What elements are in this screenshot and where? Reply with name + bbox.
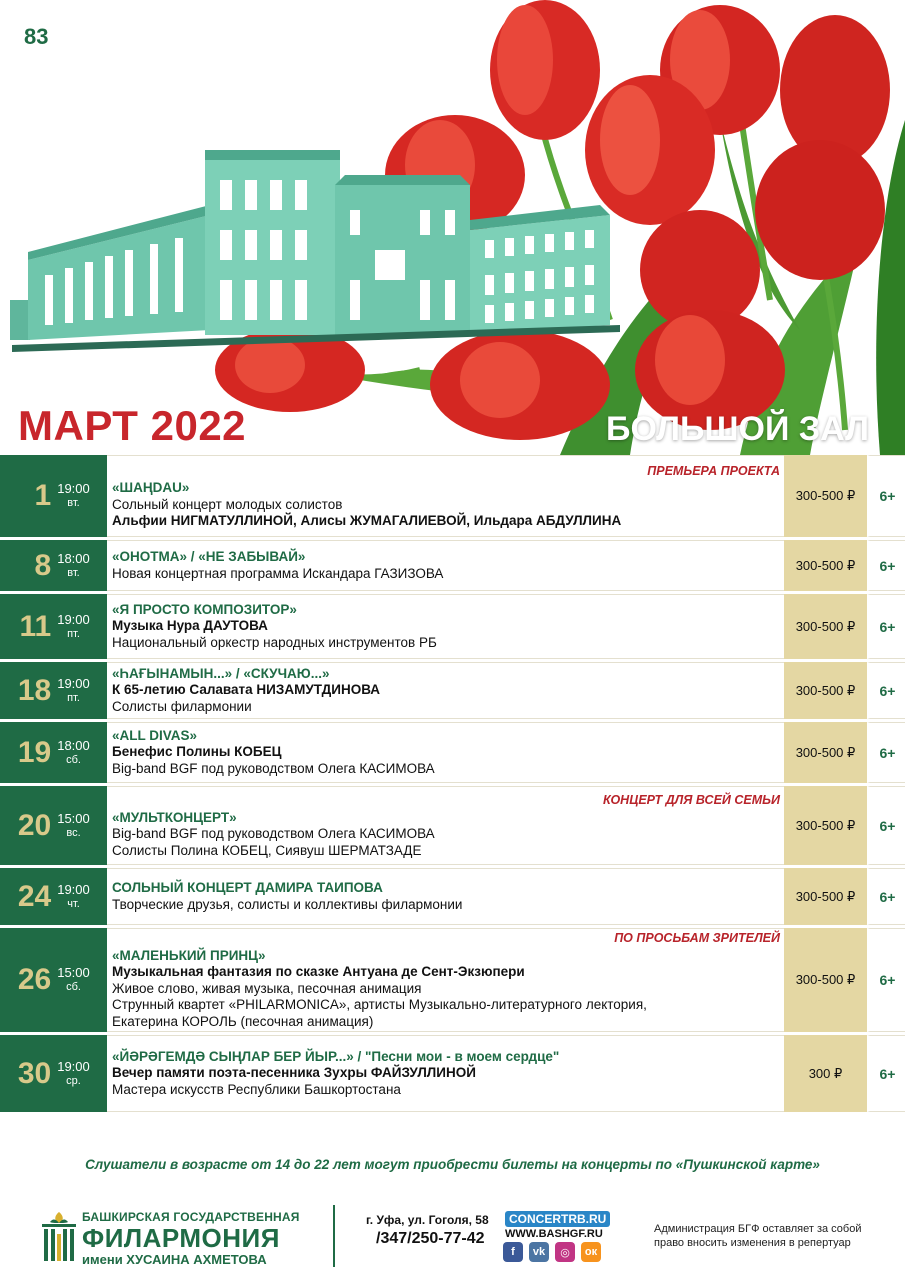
event-info [107,594,784,659]
event-time-block [57,481,90,511]
event-row [0,722,905,786]
social-links [503,1242,601,1262]
event-time: 19:00 [57,881,90,897]
footer-divider [333,1205,335,1267]
event-line: Национальный оркестр народных инструментов РБ [112,634,437,650]
event-weekday: пт. [67,627,80,640]
event-tag: ПО ПРОСЬБАМ ЗРИТЕЛЕЙ [614,931,780,945]
event-row [0,594,905,662]
address: г. Уфа, ул. Гоголя, 58 [366,1213,489,1227]
event-time-block [57,965,90,995]
event-line: Живое слово, живая музыка, песочная анимация [112,980,422,996]
hall-title: БОЛЬШОЙ ЗАЛ [606,410,869,448]
event-info [107,786,784,865]
bashgf-link[interactable]: WWW.BASHGF.RU [505,1228,603,1240]
event-time-block [57,676,90,706]
event-date [0,455,107,537]
event-weekday: сб. [66,981,81,993]
event-line: «Я ПРОСТО КОМПОЗИТОР» [112,601,297,617]
event-line: Творческие друзья, солисты и коллективы филармонии [112,896,463,912]
odnoklassniki-icon[interactable]: ок [581,1242,601,1262]
event-age-rating: 6+ [867,868,905,925]
event-day: 19 [17,735,52,769]
month-title: МАРТ 2022 [18,402,247,449]
event-price: 300-500 ₽ [784,455,867,537]
event-age-rating: 6+ [867,455,905,537]
event-line: «ОНОТМА» / «НЕ ЗАБЫВАЙ» [112,549,306,564]
event-info [107,868,784,925]
event-time-block [57,1059,90,1089]
event-day: 26 [17,963,52,996]
event-line: СОЛЬНЫЙ КОНЦЕРТ ДАМИРА ТАИПОВА [112,880,383,895]
event-price: 300-500 ₽ [784,868,867,925]
event-info [107,928,784,1032]
event-row [0,455,905,540]
event-date [0,662,107,719]
event-time: 15:00 [57,965,90,980]
event-weekday: вс. [66,826,81,839]
event-line: «ALL DIVAS» [112,727,198,743]
event-line: Сольный концерт молодых солистов [112,496,343,512]
event-info [107,662,784,719]
event-day: 24 [17,879,52,913]
concert-schedule [0,455,905,1115]
event-line: Вечер памяти поэта-песенника Зухры ФАЙЗУЛЛИНОЙ [112,1065,476,1081]
event-time: 19:00 [57,611,90,627]
event-weekday: пт. [67,691,80,704]
event-age-rating: 6+ [867,928,905,1032]
facebook-icon[interactable]: f [503,1242,523,1262]
event-row [0,868,905,928]
event-line: «МАЛЕНЬКИЙ ПРИНЦ» [112,947,266,963]
event-date [0,868,107,925]
event-price: 300-500 ₽ [784,786,867,865]
event-row [0,786,905,868]
org-line-1: БАШКИРСКАЯ ГОСУДАРСТВЕННАЯ [82,1210,300,1224]
event-day: 8 [34,548,52,582]
pushkin-card-note: Слушатели в возрасте от 14 до 22 лет могут приобрести билеты на концерты по «Пушкинской карте» [85,1157,820,1172]
philharmonic-logo-icon [42,1210,76,1262]
concertrb-link[interactable]: CONCERTRB.RU [505,1211,610,1227]
org-line-2: ФИЛАРМОНИЯ [82,1223,280,1253]
phone-number[interactable]: /347/250-77-42 [376,1230,485,1247]
event-age-rating: 6+ [867,1035,905,1112]
event-weekday: вт. [67,566,80,579]
event-line: Струнный квартет «PHILARMONICA», артисты Музыкально-литературного лектория, [112,997,647,1012]
event-line: Солисты филармонии [112,698,252,714]
event-line: Екатерина КОРОЛЬ (песочная анимация) [112,1013,374,1029]
hero-illustration [0,0,905,455]
footer [0,1200,905,1280]
event-date [0,928,107,1032]
event-date [0,540,107,591]
event-time-block [57,551,90,581]
event-price: 300-500 ₽ [784,540,867,591]
event-price: 300-500 ₽ [784,928,867,1032]
event-price: 300-500 ₽ [784,594,867,659]
event-line: Мастера искусств Республики Башкортостана [112,1081,401,1097]
event-age-rating: 6+ [867,594,905,659]
event-age-rating: 6+ [867,662,905,719]
event-info [107,1035,784,1112]
event-line: Бенефис Полины КОБЕЦ [112,744,282,760]
event-day: 20 [17,808,52,842]
vk-icon[interactable]: vk [529,1242,549,1262]
event-time: 19:00 [57,481,90,496]
organization-name [82,1210,300,1267]
event-day: 30 [17,1056,52,1090]
event-time: 18:00 [57,550,90,566]
event-age-rating: 6+ [867,786,905,865]
event-age-rating: 6+ [867,722,905,783]
event-line: Big-band BGF под руководством Олега КАСИМОВА [112,826,435,841]
event-line: Солисты Полина КОБЕЦ, Сиявуш ШЕРМАТЗАДЕ [112,842,422,858]
event-line: Новая концертная программа Искандара ГАЗИЗОВА [112,565,444,581]
event-time: 19:00 [57,675,90,691]
event-tag: ПРЕМЬЕРА ПРОЕКТА [647,463,780,478]
event-line: «МУЛЬТКОНЦЕРТ» [112,809,237,825]
philharmonic-building [10,150,620,352]
event-time-block [57,811,90,841]
event-line: Big-band BGF под руководством Олега КАСИМОВА [112,760,435,776]
event-row [0,540,905,594]
event-line: К 65-летию Салавата НИЗАМУТДИНОВА [112,682,381,698]
event-price: 300 ₽ [784,1035,867,1112]
event-line: Музыкальная фантазия по сказке Антуана де Сент-Экзюпери [112,964,525,979]
event-time-block [57,882,90,912]
org-line-3: имени ХУСАИНА АХМЕТОВА [82,1252,267,1267]
event-line: Альфии НИГМАТУЛЛИНОЙ, Алисы ЖУМАГАЛИЕВОЙ, Ильдара АБДУЛЛИНА [112,513,622,528]
event-age-rating: 6+ [867,540,905,591]
event-date [0,1035,107,1112]
event-weekday: чт. [67,897,80,910]
event-tag: КОНЦЕРТ ДЛЯ ВСЕЙ СЕМЬИ [602,793,780,807]
event-day: 1 [34,479,52,512]
event-day: 11 [19,609,52,643]
event-time-block [57,738,90,768]
event-day: 18 [17,673,52,707]
event-line: Музыка Нура ДАУТОВА [112,618,268,634]
event-row [0,1035,905,1115]
disclaimer: Администрация БГФ оставляет за собой право вносить изменения в репертуар [654,1223,862,1249]
instagram-icon[interactable]: ◎ [555,1242,575,1262]
event-weekday: ср. [66,1074,81,1087]
event-info [107,540,784,591]
event-date [0,786,107,865]
event-row [0,928,905,1035]
event-info [107,455,784,537]
event-price: 300-500 ₽ [784,662,867,719]
event-time-block [57,612,90,642]
event-time: 18:00 [57,737,90,753]
event-weekday: вт. [67,497,80,509]
event-line: «ҺАҒЫНАМЫН...» / «СКУЧАЮ...» [112,665,330,681]
event-time: 19:00 [57,1058,90,1074]
event-price: 300-500 ₽ [784,722,867,783]
event-date [0,594,107,659]
event-info [107,722,784,783]
event-time: 15:00 [57,810,90,826]
event-row [0,662,905,722]
event-date [0,722,107,783]
event-weekday: сб. [66,753,81,766]
event-line: «ЙӘРӘГЕМДӘ СЫҢЛАР БЕР ЙЫР...» / "Песни мои - в моем сердце" [112,1048,560,1064]
page-number: 83 [24,24,49,49]
event-line: «ШАҢDAU» [112,480,190,495]
